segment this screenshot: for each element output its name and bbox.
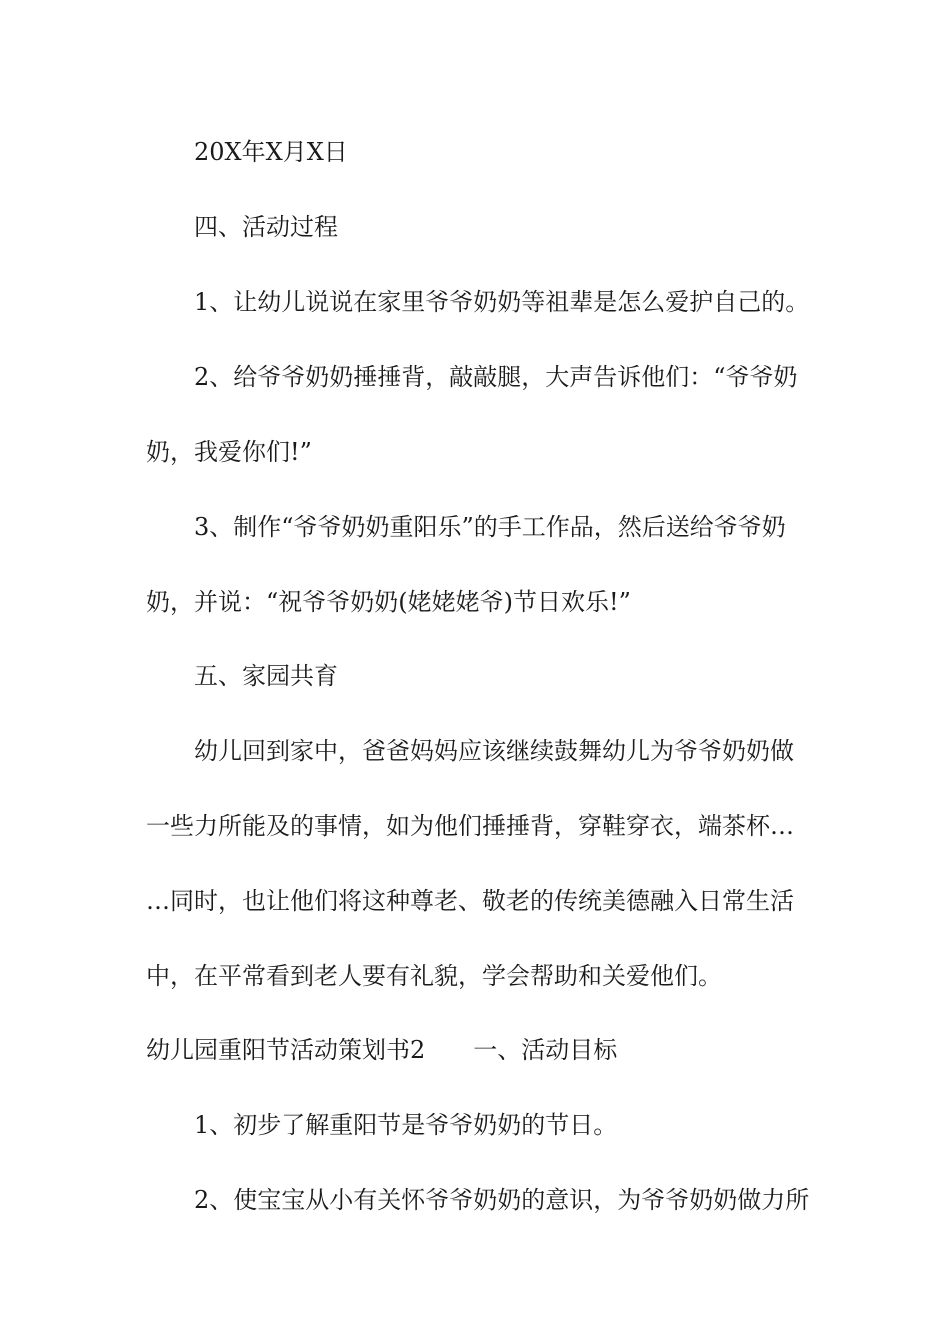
paragraph-line: 幼儿回到家中，爸爸妈妈应该继续鼓舞幼儿为爷爷奶奶做 (194, 737, 794, 765)
paragraph-line: 1、让幼儿说说在家里爷爷奶奶等祖辈是怎么爱护自己的。 (194, 288, 810, 316)
paragraph-line: 3、制作“爷爷奶奶重阳乐”的手工作品，然后送给爷爷奶 (194, 513, 786, 541)
paragraph-line: 2、使宝宝从小有关怀爷爷奶奶的意识，为爷爷奶奶做力所 (194, 1186, 810, 1214)
document-title-line (146, 1034, 810, 1066)
paragraph-line: 2、给爷爷奶奶捶捶背，敲敲腿，大声告诉他们：“爷爷奶 (194, 363, 798, 391)
paragraph-line: 中，在平常看到老人要有礼貌，学会帮助和关爱他们。 (146, 962, 722, 990)
paragraph-line: 奶，我爱你们!” (146, 438, 312, 466)
paragraph-line: …同时，也让他们将这种尊老、敬老的传统美德融入日常生活 (146, 887, 794, 915)
paragraph-line: 奶，并说：“祝爷爷奶奶(姥姥姥爷)节日欢乐!” (146, 588, 631, 616)
paragraph-line: 1、初步了解重阳节是爷爷奶奶的节日。 (194, 1111, 618, 1139)
document-title: 幼儿园重阳节活动策划书2 (146, 1036, 426, 1064)
section-heading-5: 五、家园共育 (194, 662, 338, 690)
section-heading-1: 一、活动目标 (473, 1036, 618, 1064)
date-line: 20X年X月X日 (194, 138, 348, 166)
paragraph-line: 一些力所能及的事情，如为他们捶捶背，穿鞋穿衣，端茶杯… (146, 812, 794, 840)
section-heading-4: 四、活动过程 (194, 213, 338, 241)
